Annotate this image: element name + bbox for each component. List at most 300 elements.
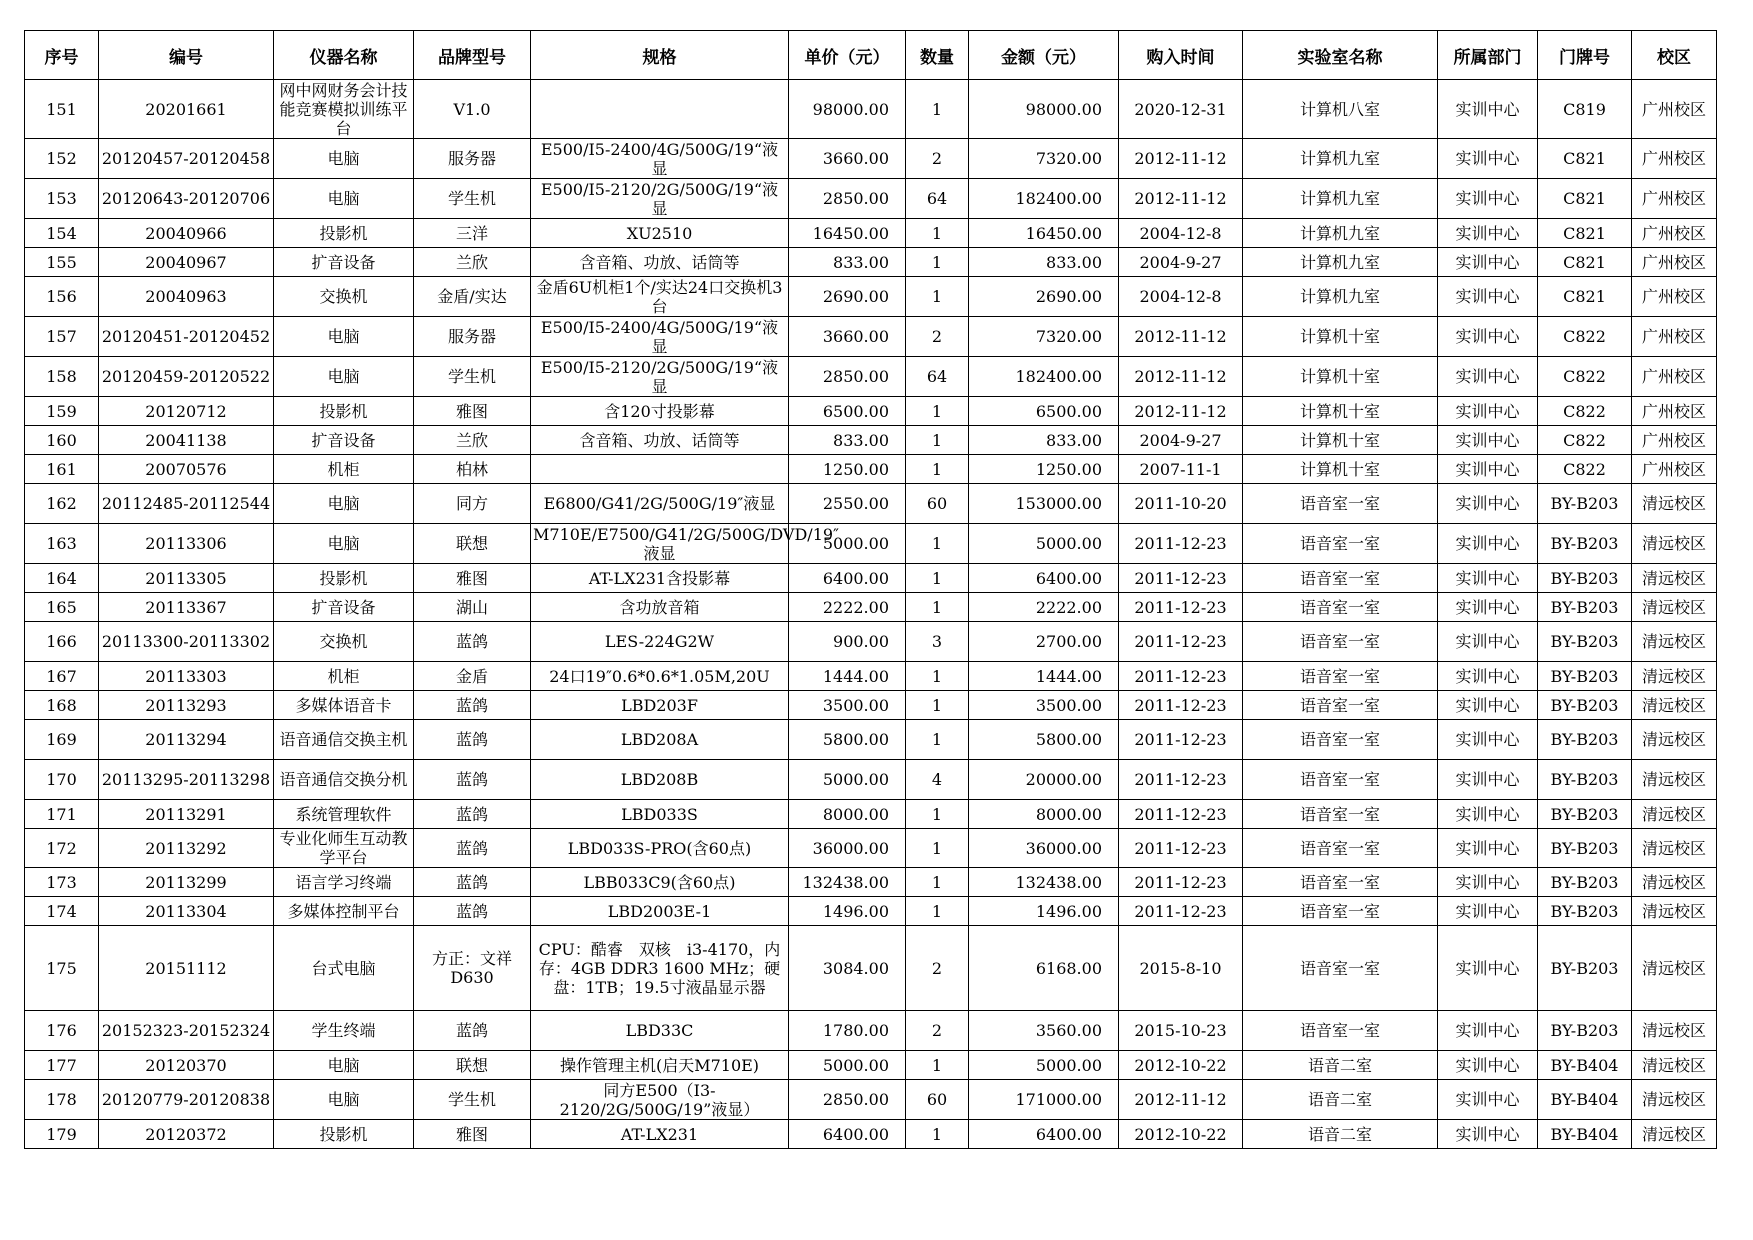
cell-quantity-text: 1 [931,401,943,421]
cell-lab-name [1243,829,1438,868]
cell-spec [531,455,789,484]
cell-code [99,1051,274,1080]
cell-spec-text: LBD33C [625,1021,694,1040]
cell-department-text: 实训中心 [1455,872,1520,892]
cell-campus [1632,622,1717,662]
cell-quantity [906,139,969,179]
table-row [25,1011,1717,1051]
cell-code [99,1011,274,1051]
cell-amount-text: 98000.00 [1025,99,1102,119]
cell-code [99,593,274,622]
cell-quantity [906,484,969,524]
cell-purchase-date [1119,248,1243,277]
cell-department-text: 实训中心 [1455,901,1520,921]
cell-department-text: 实训中心 [1455,597,1520,617]
cell-brand-model [414,622,531,662]
cell-amount [969,800,1119,829]
cell-amount [969,897,1119,926]
cell-purchase-date-text: 2015-10-23 [1134,1021,1227,1040]
cell-lab-name-text: 计算机十室 [1299,327,1380,346]
cell-lab-name [1243,139,1438,179]
cell-code [99,800,274,829]
cell-department [1438,484,1538,524]
cell-campus [1632,593,1717,622]
cell-campus [1632,720,1717,760]
cell-purchase-date-text: 2012-11-12 [1134,149,1227,168]
cell-seq [25,593,99,622]
cell-department [1438,317,1538,357]
cell-purchase-date [1119,277,1243,317]
cell-campus-text: 清远校区 [1641,632,1706,651]
cell-quantity-text: 3 [931,632,943,651]
cell-code [99,564,274,593]
cell-code [99,868,274,897]
cell-brand-model-text: 金盾/实达 [437,287,507,306]
table-row [25,426,1717,455]
cell-room-number [1538,800,1632,829]
cell-purchase-date [1119,564,1243,593]
cell-room-number [1538,662,1632,691]
cell-lab-name-text: 计算机十室 [1299,459,1380,479]
cell-seq-text: 172 [46,838,77,858]
cell-campus-text: 清远校区 [1641,568,1706,588]
cell-code-text: 20113291 [145,804,227,824]
cell-campus-text: 广州校区 [1641,149,1706,168]
cell-brand-model-text: 金盾 [455,666,488,686]
cell-code-text: 20113295-20113298 [101,770,271,789]
cell-brand-model-text: 蓝鸽 [455,730,488,749]
cell-quantity-text: 1 [931,872,943,892]
table-row [25,897,1717,926]
cell-room-number-text: BY-B404 [1550,1090,1619,1109]
cell-instrument-name-text: 电脑 [327,534,360,553]
cell-instrument-name-text: 交换机 [319,632,368,651]
cell-quantity [906,219,969,248]
cell-instrument-name [274,426,414,455]
cell-lab-name [1243,524,1438,564]
cell-brand-model [414,691,531,720]
cell-room-number [1538,524,1632,564]
cell-brand-model [414,179,531,219]
cell-quantity-text: 1 [931,287,943,306]
cell-unit-price [789,662,906,691]
cell-department-text: 实训中心 [1455,252,1520,272]
cell-code [99,1120,274,1149]
cell-department-text: 实训中心 [1455,99,1520,119]
cell-lab-name [1243,455,1438,484]
cell-instrument-name [274,455,414,484]
cell-seq-text: 167 [46,666,77,686]
cell-unit-price-text: 6400.00 [822,568,889,588]
cell-lab-name-text: 语音室一室 [1299,872,1380,892]
cell-amount-text: 2222.00 [1035,597,1102,617]
cell-purchase-date [1119,484,1243,524]
cell-instrument-name-text: 投影机 [319,401,368,421]
cell-lab-name [1243,397,1438,426]
cell-spec [531,357,789,397]
cell-instrument-name-text: 语音通信交换主机 [279,730,408,749]
cell-amount-text: 1496.00 [1035,901,1102,921]
cell-purchase-date [1119,720,1243,760]
cell-purchase-date-text: 2011-12-23 [1134,804,1227,824]
cell-purchase-date-text: 2011-12-23 [1134,568,1227,588]
cell-unit-price [789,277,906,317]
cell-brand-model [414,248,531,277]
cell-room-number-text: BY-B203 [1550,730,1619,749]
cell-seq [25,397,99,426]
cell-lab-name [1243,426,1438,455]
cell-code [99,484,274,524]
cell-code [99,80,274,139]
cell-amount-text: 171000.00 [1015,1090,1102,1109]
cell-purchase-date [1119,800,1243,829]
cell-room-number-text: C822 [1563,401,1606,421]
table-row [25,691,1717,720]
cell-brand-model [414,219,531,248]
cell-quantity-text: 1 [931,695,943,715]
cell-department-text: 实训中心 [1455,287,1520,306]
cell-code [99,317,274,357]
cell-department-text: 实训中心 [1455,459,1520,479]
cell-unit-price-text: 5000.00 [822,534,889,553]
cell-purchase-date-text: 2012-10-22 [1134,1055,1227,1075]
cell-code [99,248,274,277]
cell-spec-text: XU2510 [626,223,693,243]
cell-spec [531,1080,789,1120]
table-row [25,1051,1717,1080]
cell-seq [25,1080,99,1120]
cell-seq [25,691,99,720]
table-row [25,179,1717,219]
cell-department-text: 实训中心 [1455,568,1520,588]
cell-department-text: 实训中心 [1455,1090,1520,1109]
cell-unit-price-text: 5800.00 [822,730,889,749]
cell-quantity-text: 1 [931,901,943,921]
cell-brand-model-text: 湖山 [455,597,488,617]
cell-purchase-date [1119,139,1243,179]
cell-amount [969,926,1119,1011]
cell-campus [1632,219,1717,248]
cell-seq-text: 166 [46,632,77,651]
cell-unit-price-text: 2850.00 [822,189,889,208]
cell-department [1438,1011,1538,1051]
cell-purchase-date [1119,317,1243,357]
cell-department-text: 实训中心 [1455,327,1520,346]
cell-seq [25,868,99,897]
cell-lab-name [1243,593,1438,622]
cell-department [1438,897,1538,926]
cell-amount-text: 36000.00 [1025,838,1102,858]
cell-brand-model-text: 蓝鸽 [455,804,488,824]
table-row [25,720,1717,760]
cell-department-text: 实训中心 [1455,189,1520,208]
cell-amount-text: 153000.00 [1015,494,1102,513]
cell-amount-text: 2690.00 [1035,287,1102,306]
cell-spec [531,1051,789,1080]
cell-spec-text: LES-224G2W [604,632,715,651]
cell-spec-text: AT-LX231 [620,1124,699,1144]
cell-brand-model-text: 蓝鸽 [455,901,488,921]
cell-brand-model [414,926,531,1011]
cell-quantity-text: 1 [931,730,943,749]
cell-amount-text: 5800.00 [1035,730,1102,749]
table-row [25,1120,1717,1149]
cell-lab-name-text: 语音室一室 [1299,804,1380,824]
cell-campus [1632,426,1717,455]
cell-campus-text: 广州校区 [1641,327,1706,346]
cell-unit-price-text: 2850.00 [822,367,889,386]
cell-unit-price-text: 5000.00 [822,1055,889,1075]
header-amount: 金额（元） [969,31,1119,80]
cell-campus-text: 广州校区 [1641,459,1706,479]
cell-campus-text: 清远校区 [1641,597,1706,617]
cell-seq-text: 152 [46,149,77,168]
cell-lab-name-text: 计算机十室 [1299,430,1380,450]
cell-seq-text: 160 [46,430,77,450]
cell-amount-text: 5000.00 [1035,534,1102,553]
header-purchase-date: 购入时间 [1119,31,1243,80]
cell-quantity-text: 1 [931,804,943,824]
cell-campus-text: 广州校区 [1641,223,1706,243]
cell-amount-text: 3500.00 [1035,695,1102,715]
cell-instrument-name [274,248,414,277]
cell-lab-name-text: 语音二室 [1307,1090,1372,1109]
cell-amount [969,317,1119,357]
cell-room-number [1538,219,1632,248]
cell-code-text: 20113292 [145,838,227,858]
cell-code-text: 20113300-20113302 [101,632,271,651]
cell-brand-model [414,897,531,926]
cell-quantity [906,868,969,897]
cell-instrument-name [274,926,414,1011]
cell-unit-price-text: 3084.00 [822,958,889,978]
cell-room-number [1538,691,1632,720]
cell-seq-text: 174 [46,901,77,921]
cell-lab-name [1243,248,1438,277]
cell-seq-text: 153 [46,189,77,208]
cell-instrument-name [274,760,414,800]
cell-unit-price [789,1120,906,1149]
cell-unit-price [789,219,906,248]
cell-campus-text: 清远校区 [1641,494,1706,513]
cell-room-number [1538,564,1632,593]
table-row [25,80,1717,139]
cell-amount [969,1011,1119,1051]
cell-quantity-text: 1 [931,568,943,588]
cell-amount [969,484,1119,524]
cell-amount [969,829,1119,868]
cell-brand-model [414,426,531,455]
cell-department-text: 实训中心 [1455,695,1520,715]
cell-spec [531,829,789,868]
cell-purchase-date [1119,897,1243,926]
cell-quantity-text: 1 [931,223,943,243]
cell-brand-model-text: V1.0 [453,99,491,119]
cell-lab-name [1243,219,1438,248]
cell-spec [531,524,840,564]
cell-unit-price-text: 833.00 [833,252,889,272]
cell-spec [531,277,789,317]
cell-code [99,139,274,179]
cell-lab-name-text: 语音二室 [1307,1124,1372,1144]
cell-instrument-name [274,139,414,179]
cell-code [99,691,274,720]
cell-lab-name [1243,277,1438,317]
cell-lab-name [1243,691,1438,720]
cell-department-text: 实训中心 [1455,1124,1520,1144]
cell-room-number [1538,622,1632,662]
cell-unit-price-text: 1496.00 [822,901,889,921]
cell-code-text: 20040967 [145,252,227,272]
cell-code-text: 20120370 [145,1055,227,1075]
cell-seq [25,622,99,662]
cell-department [1438,397,1538,426]
cell-instrument-name [274,317,414,357]
cell-amount-text: 6400.00 [1035,1124,1102,1144]
cell-amount-text: 833.00 [1046,252,1102,272]
cell-campus [1632,317,1717,357]
cell-seq [25,455,99,484]
cell-unit-price-text: 6400.00 [822,1124,889,1144]
cell-spec-text: M710E/E7500/G41/2G/500G/DVD/19″液显 [533,524,840,563]
cell-spec-text: AT-LX231含投影幕 [588,568,731,588]
cell-brand-model [414,524,531,564]
cell-room-number-text: BY-B203 [1550,872,1619,892]
cell-spec [531,622,789,662]
cell-code-text: 20113299 [145,872,227,892]
cell-instrument-name [274,691,414,720]
cell-department [1438,564,1538,593]
cell-room-number [1538,829,1632,868]
cell-purchase-date-text: 2015-8-10 [1139,958,1222,978]
cell-room-number [1538,593,1632,622]
cell-amount [969,760,1119,800]
cell-instrument-name [274,277,414,317]
cell-instrument-name-text: 语言学习终端 [295,872,392,892]
cell-department-text: 实训中心 [1455,367,1520,386]
cell-brand-model-text: 学生机 [447,189,496,208]
cell-instrument-name [274,1120,414,1149]
cell-department [1438,357,1538,397]
cell-seq [25,179,99,219]
cell-spec-text: E500/I5-2120/2G/500G/19“液显 [540,179,779,218]
cell-quantity [906,277,969,317]
cell-brand-model-text: 蓝鸽 [455,838,488,858]
cell-purchase-date [1119,593,1243,622]
cell-lab-name [1243,622,1438,662]
cell-room-number-text: C821 [1563,287,1606,306]
cell-seq [25,277,99,317]
cell-amount-text: 6400.00 [1035,568,1102,588]
cell-brand-model-text: 兰欣 [455,252,488,272]
cell-unit-price [789,397,906,426]
cell-seq-text: 178 [46,1090,77,1109]
cell-code [99,1080,274,1120]
cell-department [1438,720,1538,760]
cell-purchase-date-text: 2004-12-8 [1139,223,1222,243]
cell-room-number-text: C821 [1563,252,1606,272]
cell-department-text: 实训中心 [1455,632,1520,651]
cell-brand-model-text: 蓝鸽 [455,695,488,715]
cell-unit-price-text: 900.00 [833,632,889,651]
cell-brand-model [414,593,531,622]
cell-quantity [906,248,969,277]
cell-purchase-date-text: 2011-12-23 [1134,901,1227,921]
cell-seq [25,357,99,397]
cell-seq-text: 162 [46,494,77,513]
table-row [25,760,1717,800]
cell-amount-text: 16450.00 [1025,223,1102,243]
cell-instrument-name-text: 扩音设备 [311,430,376,450]
cell-seq [25,219,99,248]
cell-purchase-date [1119,1080,1243,1120]
cell-instrument-name-text: 学生终端 [311,1021,376,1040]
cell-instrument-name-text: 电脑 [327,149,360,168]
cell-unit-price-text: 2550.00 [822,494,889,513]
cell-code [99,426,274,455]
cell-amount [969,868,1119,897]
table-row [25,564,1717,593]
cell-quantity-text: 1 [931,1055,943,1075]
cell-purchase-date [1119,80,1243,139]
cell-seq [25,760,99,800]
cell-unit-price [789,484,906,524]
cell-instrument-name-text: 投影机 [319,223,368,243]
cell-campus [1632,829,1717,868]
cell-room-number-text: BY-B203 [1550,695,1619,715]
cell-spec-text: LBD203F [621,695,698,715]
cell-seq-text: 177 [46,1055,77,1075]
cell-campus [1632,662,1717,691]
cell-unit-price [789,800,906,829]
cell-brand-model [414,397,531,426]
table-row [25,277,1717,317]
cell-code-text: 20120643-20120706 [101,189,271,208]
cell-seq-text: 173 [46,872,77,892]
cell-amount-text: 182400.00 [1015,189,1102,208]
header-department: 所属部门 [1438,31,1538,80]
cell-seq [25,426,99,455]
cell-seq-text: 158 [46,367,77,386]
table-row [25,622,1717,662]
table-body [25,80,1717,1149]
cell-unit-price [789,926,906,1011]
cell-lab-name [1243,179,1438,219]
cell-seq [25,484,99,524]
cell-lab-name-text: 计算机九室 [1299,252,1380,272]
cell-lab-name [1243,1120,1438,1149]
cell-unit-price [789,1011,906,1051]
cell-purchase-date-text: 2011-12-23 [1134,632,1227,651]
header-quantity: 数量 [906,31,969,80]
cell-lab-name-text: 语音室一室 [1299,901,1380,921]
cell-unit-price [789,317,906,357]
cell-spec [531,484,789,524]
cell-code [99,219,274,248]
cell-quantity-text: 2 [931,1021,943,1040]
cell-instrument-name [274,524,414,564]
cell-code-text: 20041138 [145,430,227,450]
cell-spec [531,691,789,720]
cell-quantity-text: 1 [931,534,943,553]
cell-unit-price [789,426,906,455]
cell-instrument-name-text: 多媒体控制平台 [287,901,400,921]
cell-instrument-name [274,868,414,897]
cell-brand-model-text: 雅图 [455,1124,488,1144]
cell-amount-text: 5000.00 [1035,1055,1102,1075]
cell-lab-name [1243,1051,1438,1080]
cell-lab-name [1243,317,1438,357]
